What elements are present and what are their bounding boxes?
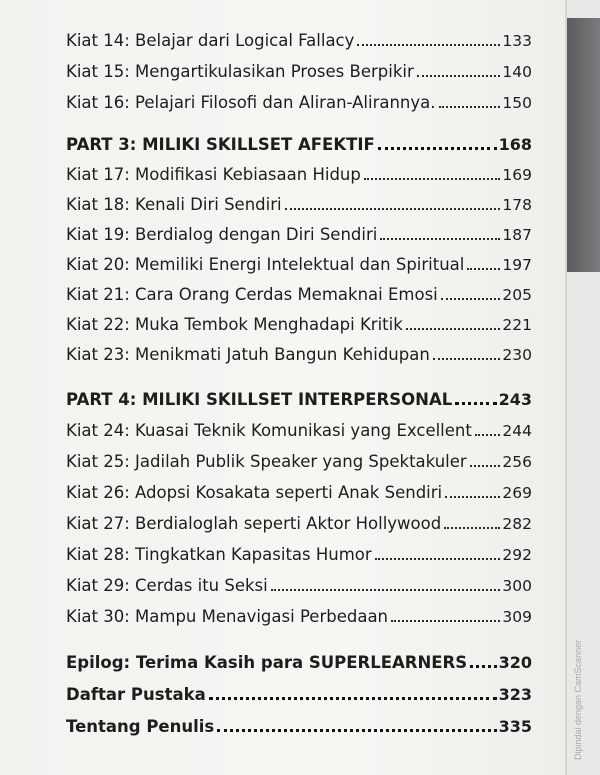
toc-entry-page: 292 bbox=[502, 546, 532, 564]
toc-entry-title: Kiat 15: Mengartikulasikan Proses Berpikir bbox=[66, 62, 414, 81]
toc-entry-title: PART 4: MILIKI SKILLSET INTERPERSONAL bbox=[66, 390, 453, 409]
leader-dots bbox=[467, 268, 500, 270]
toc-entry-page: 243 bbox=[498, 390, 532, 409]
leader-dots bbox=[475, 434, 501, 436]
toc-entry-title: Kiat 20: Memiliki Energi Intelektual dan Spiritual bbox=[66, 255, 465, 274]
toc-entry-title: Kiat 25: Jadilah Publik Speaker yang Spektakuler bbox=[66, 452, 467, 471]
leader-dots bbox=[285, 208, 501, 210]
toc-entry-kiat-28 bbox=[66, 534, 532, 564]
leader-dots bbox=[470, 665, 496, 668]
toc-entry-kiat-22 bbox=[66, 304, 532, 334]
toc-entry-page: 133 bbox=[502, 32, 532, 50]
leader-dots bbox=[470, 465, 501, 467]
toc-entry-kiat-15 bbox=[66, 51, 532, 81]
toc-entry-page: 178 bbox=[502, 196, 532, 214]
toc-entry-page: 168 bbox=[498, 135, 532, 154]
toc-entry-title: Kiat 28: Tingkatkan Kapasitas Humor bbox=[66, 545, 372, 564]
leader-dots bbox=[209, 697, 497, 700]
toc-entry-kiat-18 bbox=[66, 184, 532, 214]
toc-entry-title: Kiat 17: Modifikasi Kebiasaan Hidup bbox=[66, 165, 361, 184]
toc-entry-title: Kiat 16: Pelajari Filosofi dan Aliran-Alirannya. bbox=[66, 93, 436, 112]
leader-dots bbox=[406, 328, 501, 330]
toc-entry-page: 197 bbox=[502, 256, 532, 274]
leader-dots bbox=[364, 178, 501, 180]
toc-tentang-penulis bbox=[66, 706, 532, 736]
toc-entry-title: Kiat 29: Cerdas itu Seksi bbox=[66, 576, 268, 595]
toc-entry-page: 169 bbox=[502, 166, 532, 184]
toc-entry-kiat-27 bbox=[66, 503, 532, 533]
toc-entry-kiat-17 bbox=[66, 154, 532, 184]
toc-entry-kiat-30 bbox=[66, 596, 532, 626]
toc-entry-title: Kiat 18: Kenali Diri Sendiri bbox=[66, 195, 282, 214]
toc-entry-page: 221 bbox=[502, 316, 532, 334]
toc-entry-title: Kiat 22: Muka Tembok Menghadapi Kritik bbox=[66, 315, 403, 334]
leader-dots bbox=[439, 106, 501, 108]
leader-dots bbox=[380, 238, 500, 240]
toc-entry-page: 309 bbox=[502, 608, 532, 626]
toc-entry-title: Kiat 21: Cara Orang Cerdas Memaknai Emosi bbox=[66, 285, 438, 304]
leader-dots bbox=[391, 620, 500, 622]
leader-dots bbox=[444, 527, 500, 529]
leader-dots bbox=[417, 75, 501, 77]
toc-entry-title: Kiat 24: Kuasai Teknik Komunikasi yang Excellent bbox=[66, 421, 472, 440]
toc-entry-title: Kiat 27: Berdialoglah seperti Aktor Hollywood bbox=[66, 514, 442, 533]
toc-entry-title: Kiat 23: Menikmati Jatuh Bangun Kehidupan bbox=[66, 345, 430, 364]
toc-entry-kiat-19 bbox=[66, 214, 532, 244]
toc-part-3-heading bbox=[66, 124, 532, 154]
toc-daftar-pustaka bbox=[66, 674, 532, 704]
leader-dots bbox=[271, 589, 501, 591]
toc-entry-title: Tentang Penulis bbox=[66, 717, 215, 736]
toc-entry-kiat-20 bbox=[66, 244, 532, 274]
toc-entry-title: Kiat 19: Berdialog dengan Diri Sendiri bbox=[66, 225, 378, 244]
leader-dots bbox=[375, 558, 501, 560]
toc-entry-page: 323 bbox=[498, 685, 532, 704]
toc-epilog bbox=[66, 642, 532, 672]
toc-entry-page: 320 bbox=[498, 653, 532, 672]
toc-entry-kiat-26 bbox=[66, 472, 532, 502]
toc-entry-page: 269 bbox=[502, 484, 532, 502]
leader-dots bbox=[455, 402, 496, 405]
toc-entry-kiat-16 bbox=[66, 82, 532, 112]
toc-entry-title: Kiat 30: Mampu Menavigasi Perbedaan bbox=[66, 607, 389, 626]
toc-part-4-heading bbox=[66, 379, 532, 409]
toc-entry-kiat-25 bbox=[66, 441, 532, 471]
toc-entry-page: 230 bbox=[502, 346, 532, 364]
leader-dots bbox=[441, 298, 501, 300]
toc-entry-kiat-14 bbox=[66, 20, 532, 50]
toc-entry-page: 244 bbox=[502, 422, 532, 440]
toc-entry-title: PART 3: MILIKI SKILLSET AFEKTIF bbox=[66, 135, 375, 154]
toc-entry-page: 150 bbox=[502, 94, 532, 112]
toc-entry-page: 187 bbox=[502, 226, 532, 244]
toc-entry-title: Epilog: Terima Kasih para SUPERLEARNERS bbox=[66, 653, 468, 672]
toc-entry-page: 256 bbox=[502, 453, 532, 471]
toc-entry-page: 300 bbox=[502, 577, 532, 595]
toc-entry-title: Daftar Pustaka bbox=[66, 685, 206, 704]
scanner-watermark: Dipindai dengan CamScanner bbox=[573, 639, 583, 760]
toc-entry-kiat-29 bbox=[66, 565, 532, 595]
leader-dots bbox=[445, 496, 500, 498]
toc-entry-title: Kiat 26: Adopsi Kosakata seperti Anak Sendiri bbox=[66, 483, 443, 502]
leader-dots bbox=[433, 358, 501, 360]
toc-entry-kiat-21 bbox=[66, 274, 532, 304]
toc-entry-kiat-24 bbox=[66, 410, 532, 440]
leader-dots bbox=[378, 147, 497, 150]
toc-entry-title: Kiat 14: Belajar dari Logical Fallacy bbox=[66, 31, 355, 50]
toc-entry-page: 335 bbox=[498, 717, 532, 736]
toc-entry-kiat-23 bbox=[66, 334, 532, 364]
toc-entry-page: 140 bbox=[502, 63, 532, 81]
leader-dots bbox=[357, 44, 500, 46]
adjacent-page-edge bbox=[567, 18, 600, 272]
toc-entry-page: 205 bbox=[502, 286, 532, 304]
toc-entry-page: 282 bbox=[502, 515, 532, 533]
leader-dots bbox=[217, 729, 496, 732]
